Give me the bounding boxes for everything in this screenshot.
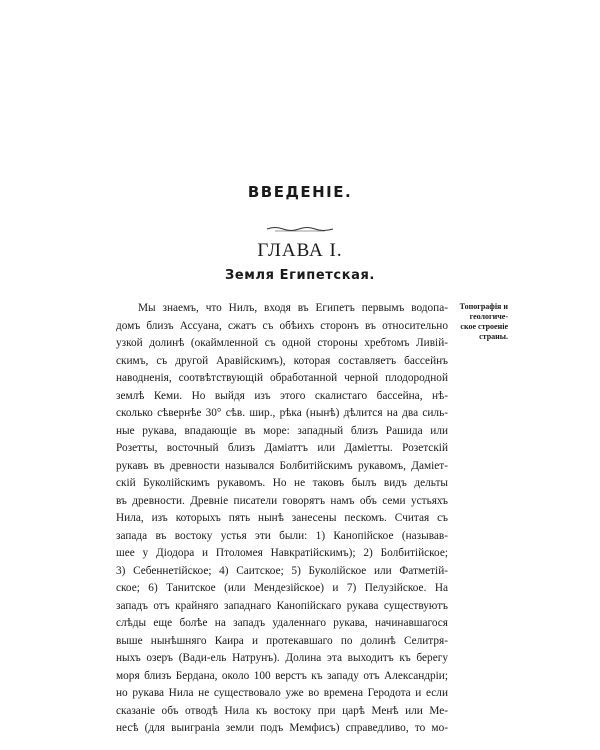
text-line: скимъ, съ другой Аравійскимъ), которая составляетъ бассейнъ — [116, 354, 448, 367]
text-line: рукавъ въ древности назывался Болбитійскимъ рукавомъ, Даміет- — [116, 459, 448, 472]
text-line: Розетты, восточный близъ Даміаттъ или Даміетты. Розетскій — [116, 442, 448, 454]
text-line: Мы знаемъ, что Нилъ, входя въ Египетъ первымъ водопа- — [138, 302, 448, 314]
text-line: сколько сѣвернѣе 30° сѣв. шир., рѣка (нынѣ) дѣлится на два силь- — [116, 407, 448, 419]
text-line: въ древности. Древніе писатели говорятъ намъ объ семи устьяхъ — [116, 494, 448, 507]
text-line: землѣ Кеми. Но выйдя изъ этого скалистаго бассейна, нѣ- — [116, 389, 448, 402]
text-line: ское; 6) Танитское (или Мендезійское) и 7) Пелузійское. На — [116, 582, 448, 594]
text-line: моря близъ Бердана, около 100 верстъ къ западу отъ Александріи; — [116, 669, 448, 682]
text-line: Нила, изъ которыхъ пять нынѣ занесены пескомъ. Считая съ — [116, 512, 448, 524]
body-paragraph — [116, 300, 448, 738]
margin-note-line: геологиче- — [469, 312, 508, 321]
text-line: запада въ востоку устья эти были: 1) Канопійское (называв- — [116, 529, 448, 542]
text-line: шее у Діодора и Птоломея Навкратійскимъ); 2) Болбитійское; — [116, 547, 448, 559]
text-line: скій Буколійскимъ рукавомъ. Но не таковъ былъ видъ дельты — [116, 477, 448, 489]
chapter-title: ГЛАВА I. — [257, 240, 343, 261]
text-line: несѣ (для выиграніа земли подъ Мемфисъ) справедливо, то мо- — [116, 722, 448, 734]
text-line: 3) Себеннетійское; 4) Саитское; 5) Буколійское или Фатметій- — [116, 564, 448, 577]
text-line: западъ отъ крайняго западнаго Канопійскаго рукава существуютъ — [116, 599, 448, 612]
margin-note — [446, 302, 508, 342]
text-line: но рукава Нила не существовало уже во времена Геродота и если — [116, 687, 448, 699]
text-line: ныхъ озеръ (Вади-ель Натрунъ). Долина эта выходитъ къ берегу — [116, 652, 448, 664]
text-line: наводненія, соотвѣтствующій обработанной черной плодородной — [116, 372, 448, 384]
text-line: домъ близъ Ассуана, сжатъ съ обѣихъ сторонъ въ относительно — [116, 319, 448, 332]
margin-note-line: Топографія и — [459, 302, 508, 311]
chapter-subtitle: Земля Египетская. — [225, 268, 375, 283]
text-line: слѣды еще болѣе на западъ удаленнаго рукава, начинавшагося — [116, 617, 448, 629]
section-heading: ВВЕДЕНІЕ. — [247, 183, 353, 201]
text-line: ные рукава, впадающіе въ море: западный близъ Рашида или — [116, 424, 448, 437]
text-line: узкой долинѣ (окаймленной съ одной стороны хребтомъ Ливій- — [116, 337, 448, 349]
margin-note-line: ское строеніе — [460, 322, 508, 331]
text-line: сказаніе объ отводѣ Нила къ востоку при царѣ Менѣ или Ме- — [116, 704, 448, 717]
ornamental-rule — [265, 226, 335, 232]
text-line: выше нынѣшняго Каира и протекавшаго по долинѣ Селитря- — [116, 634, 448, 647]
margin-note-line: страны. — [479, 332, 508, 341]
